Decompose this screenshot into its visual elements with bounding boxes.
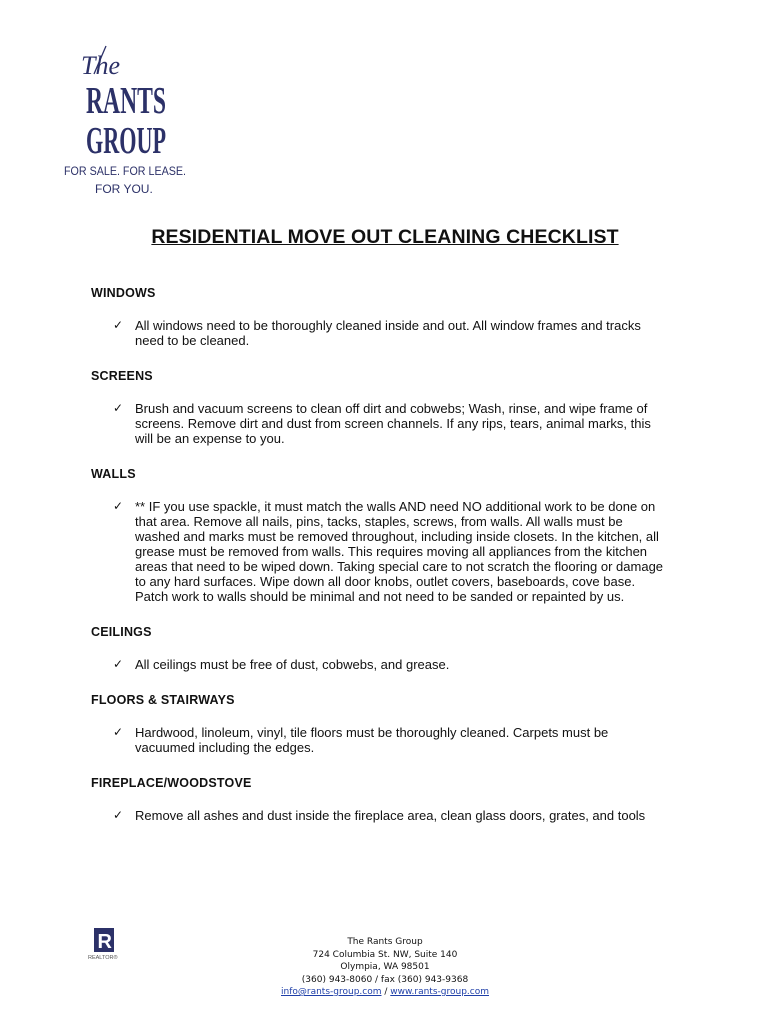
- realtor-letter: R: [97, 931, 112, 953]
- section-heading: FIREPLACE/WOODSTOVE: [91, 776, 252, 790]
- footer-company: The Rants Group: [347, 937, 423, 947]
- checklist-item: [91, 657, 671, 672]
- item-text: Remove all ashes and dust inside the fireplace area, clean glass doors, grates, and tools: [135, 808, 646, 823]
- section-windows: [91, 286, 671, 348]
- item-text: All windows need to be thoroughly cleaned inside and out. All window frames and tracks need to be cleaned.: [135, 318, 641, 348]
- section-heading: FLOORS & STAIRWAYS: [91, 693, 235, 707]
- footer-address-line-1: 724 Columbia St. NW, Suite 140: [312, 949, 458, 960]
- logo-rants: RANTS: [86, 80, 166, 122]
- checklist-content: [91, 286, 671, 844]
- email-link[interactable]: info@rants-group.com: [281, 987, 382, 997]
- section-ceilings: [91, 625, 671, 672]
- checklist-item: [91, 808, 671, 823]
- footer-phone: (360) 943-8060 / fax (360) 943-9368: [301, 974, 469, 985]
- checkmark-icon: ✓: [113, 499, 124, 513]
- document-title: RESIDENTIAL MOVE OUT CLEANING CHECKLIST: [151, 226, 619, 248]
- logo-tagline-2: FOR YOU.: [95, 182, 153, 196]
- link-separator: /: [381, 987, 391, 997]
- realtor-label: REALTOR®: [88, 955, 118, 961]
- section-floors-stairways: [91, 693, 671, 755]
- checklist-item: [91, 318, 671, 348]
- checkmark-icon: ✓: [113, 401, 124, 415]
- footer-links: [0, 986, 770, 999]
- checkmark-icon: ✓: [113, 657, 124, 671]
- company-logo: [62, 44, 202, 204]
- section-heading: WALLS: [91, 467, 136, 481]
- section-heading: WINDOWS: [91, 286, 156, 300]
- section-walls: [91, 467, 671, 604]
- section-screens: [91, 369, 671, 446]
- checklist-item: [91, 401, 671, 446]
- checkmark-icon: ✓: [113, 808, 124, 822]
- logo-group: GROUP: [86, 120, 166, 162]
- item-text: Brush and vacuum screens to clean off dirt and cobwebs; Wash, rinse, and wipe frame of screens. Remove dirt and dust from screen channels. If any rips, tears, animal marks, this will be an expense to you.: [135, 401, 651, 446]
- item-text: All ceilings must be free of dust, cobwebs, and grease.: [135, 657, 450, 672]
- item-text: ** IF you use spackle, it must match the walls AND need NO additional work to be done on that area. Remove all nails, pins, tacks, staples, screws, from walls. All walls must be washed and marks must be removed throughout, including inside closets. In the kitchen, all grease must be removed from walls. This requires moving all appliances from the kitchen areas that need to be wiped down. Taking special care to not scratch the flooring or damage to any hard surfaces. Wipe down all door knobs, outlet covers, baseboards, cove base. Patch work to walls should be minimal and not need to be sanded or repainted by us.: [135, 499, 664, 604]
- logo-the: The: [81, 51, 120, 80]
- checkmark-icon: ✓: [113, 318, 124, 332]
- item-text: Hardwood, linoleum, vinyl, tile floors must be thoroughly cleaned. Carpets must be vacuumed including the edges.: [135, 725, 609, 755]
- logo-tagline-1: FOR SALE. FOR LEASE.: [64, 164, 186, 178]
- footer-contact: [0, 936, 770, 999]
- checklist-item: [91, 725, 671, 755]
- checkmark-icon: ✓: [113, 725, 124, 739]
- section-fireplace-woodstove: [91, 776, 671, 823]
- website-link[interactable]: www.rants-group.com: [390, 987, 489, 997]
- footer-address-line-2: Olympia, WA 98501: [340, 962, 430, 972]
- section-heading: SCREENS: [91, 369, 153, 383]
- checklist-item: [91, 499, 671, 604]
- section-heading: CEILINGS: [91, 625, 152, 639]
